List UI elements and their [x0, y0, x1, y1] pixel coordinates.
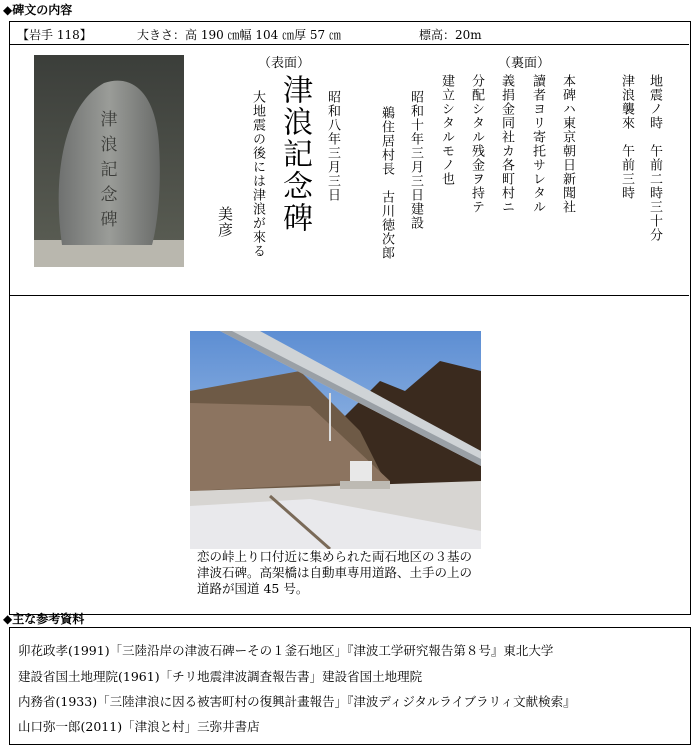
stone-photo: [34, 55, 184, 267]
reference-item: 山口弥一郎(2011)「津浪と村」三弥井書店: [18, 719, 260, 734]
front-label: （表面）: [258, 56, 311, 71]
svg-text:碑: 碑: [100, 210, 118, 230]
back-line-5: 義捐金同社カ各町村ニ: [499, 74, 514, 214]
back-line-1: 地震ノ時 午前二時三十分: [647, 74, 662, 242]
back-line-6: 分配シタル残金ヲ持テ: [469, 74, 484, 214]
back-line-7: 建立シタルモノ也: [439, 74, 454, 186]
front-main-inscription: 津浪記念碑: [277, 74, 312, 234]
back-line-3: 本碑ハ東京朝日新聞社: [560, 74, 575, 214]
svg-text:記: 記: [100, 160, 118, 180]
back-label: （裏面）: [498, 56, 551, 71]
svg-text:津: 津: [100, 110, 118, 130]
front-date: 昭和八年三月三日: [325, 90, 340, 202]
references-box: [9, 627, 691, 745]
front-line-1: 大地震の後には津浪が來る: [250, 90, 265, 258]
monument-elevation: 標高：20m: [419, 28, 482, 42]
section-title-references: ◆主な参考資料: [3, 612, 85, 626]
monument-size: 大きさ：高 190 ㎝幅 104 ㎝厚 57 ㎝: [137, 28, 341, 42]
reference-item: 内務省(1933)「三陸津浪に因る被害町村の復興計畫報告」『津波ディジタルライブラリィ文献検索』: [18, 694, 576, 709]
back-line-4: 讀者ヨリ寄托サレタル: [530, 74, 545, 214]
back-line-8: 昭和十年三月三日建設: [408, 90, 423, 230]
site-photo: [190, 331, 481, 549]
back-line-2: 津浪襲來 午前三時: [619, 74, 634, 200]
monument-id: 【岩手 118】: [17, 28, 92, 42]
back-line-9: 鵜住居村長 古川徳次郎: [379, 106, 394, 260]
svg-text:浪: 浪: [100, 135, 118, 155]
site-photo-caption: 恋の峠上り口付近に集められた両石地区の３基の津波石碑。高架橋は自動車専用道路、土手の上の道路が国道 45 号。: [197, 549, 473, 596]
reference-item: 建設省国土地理院(1961)「チリ地震津波調査報告書」建設省国土地理院: [18, 669, 423, 684]
front-author: 美彦: [216, 206, 234, 238]
monument-header: [9, 21, 689, 45]
svg-text:念: 念: [100, 185, 118, 205]
reference-item: 卯花政孝(1991)「三陸沿岸の津波石碑ーその１釜石地区」『津波工学研究報告第８号』東北大学: [18, 643, 554, 658]
section-title-inscription: ◆碑文の内容: [3, 3, 73, 17]
